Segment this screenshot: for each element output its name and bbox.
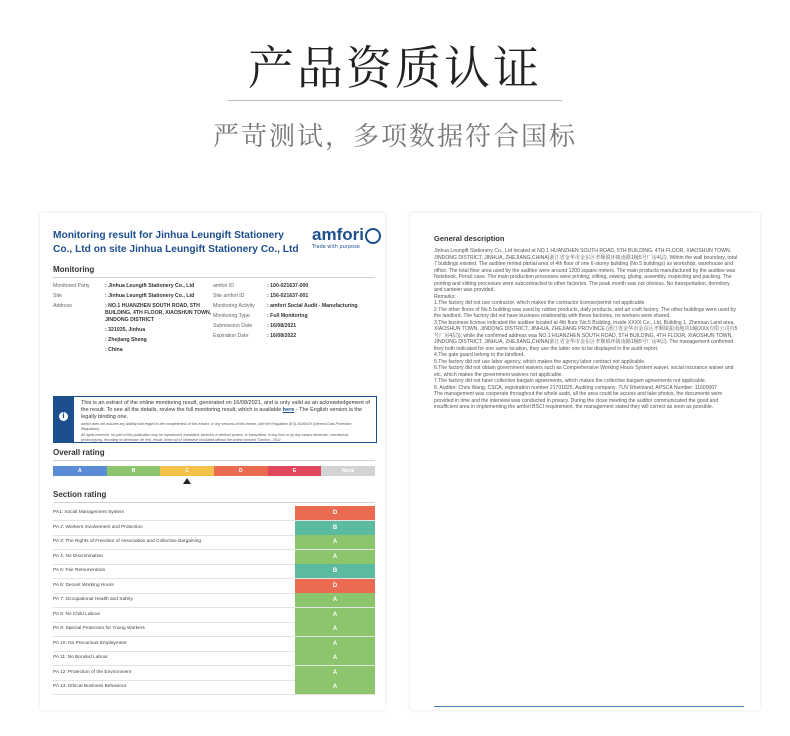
section-grade: A [295, 637, 375, 651]
fineprint-liability: amfori does not assume any liability with regard to the completeness of this extract, or any versions of this extract, with the Regulation (EU) 2016/679 (General Data Protection Regulation). [81, 422, 352, 431]
section-label: PA 9: Special Protection for Young Workers [53, 626, 145, 631]
info-icon: i [59, 412, 68, 421]
field-value: : amfori Social Audit - Manufacturing [267, 303, 358, 309]
description-paragraph: 7.The factory did not have collective bargain agreements, which makes the collective bargain agreements not applicable. [434, 378, 707, 384]
section-grade: A [295, 593, 375, 607]
info-notice [53, 396, 377, 443]
field-label: amfori ID [213, 283, 235, 289]
brand-tagline: Trade with purpose [312, 244, 360, 250]
field-value: : 100-021637-000 [267, 283, 309, 289]
section-row [53, 608, 375, 623]
description-paragraph: 3.The business license indicated the auditee located at 4th floor, No.5 Building, inside XXXX Co., Ltd. Building 1, Zhennan Land area, XIAOSHUN TOWN, JINDONG DISTRICT, JINHUA, ZHEJIANG PROVINCE (浙江省金华市金东区孝顺镇振南地块1幢(XXX有限公司内5号厂房4层)), while the confirmed address was NO.1 HUANZHEN SOUTH ROAD, 5TH BUILDING, 4TH FLOOR, XIAOSHUN TOWN, JINDONG DISTRICT, JINHUA, ZHEJIANG,CHINA(浙江省金华市金东区孝顺镇环镇南路1幢5号厂房4层). The management confirmed they both indicated for one same location, they use the latter one to be displayed in the audit report. [434, 319, 738, 352]
report-heading: Monitoring result for Jinhua Leungift Stationery Co., Ltd on site Jinhua Leungift Stationery Co., Ltd [53, 230, 299, 255]
field-value: : 321035, Jinhua [105, 327, 146, 333]
description-paragraph: 5.The factory did not use labor agency, which makes the agency labor contract not applicable. [434, 358, 646, 365]
description-paragraph: Remarks: [434, 293, 456, 300]
section-grade: A [295, 651, 375, 665]
section-row [53, 506, 375, 521]
field-value: : Jinhua Leungift Stationery Co., Ltd [105, 283, 195, 289]
description-paragraph: The management was cooperate throughout the whole audit, all the area could be access and take photos, the documents were provided in time and the interview was conducted in privacy. During the close meeting the auditor communicated the good and insufficient area in implementing the amfori BSCI requirement, the management stated they will correct as soon as possible. [434, 391, 723, 410]
section-label: PA 4: No Discrimination [53, 553, 104, 559]
section-grade: D [295, 579, 375, 593]
general-description-heading: General description [434, 234, 505, 243]
section-row [53, 593, 375, 608]
section-label: PA 7: Occupational Health and Safety [53, 597, 133, 602]
section-grade: B [295, 564, 375, 578]
section-row [53, 535, 375, 550]
field-value: : 16/08/2021 [267, 323, 297, 329]
rating-marker-icon [183, 478, 191, 484]
section-label: PA 13: Ethical Business Behaviour [53, 684, 127, 689]
info-bar [54, 397, 74, 442]
field-label: Monitoring Type [213, 313, 250, 319]
title-divider [228, 100, 562, 101]
rating-scale-cell: D [214, 466, 268, 476]
section-grade: A [295, 535, 375, 549]
page-subtitle: 严苛测试，多项数据符合国标 [212, 122, 577, 152]
monitoring-heading: Monitoring [53, 265, 95, 274]
field-value: : Full Monitoring [267, 313, 308, 319]
info-text-tail: - The English version is the legally binding one. [81, 407, 363, 420]
section-label: PA 10: No Precarious Employment [53, 640, 127, 646]
section-row [53, 579, 375, 594]
audit-report-page-1 [40, 213, 385, 710]
section-row [53, 622, 375, 637]
section-row [53, 680, 375, 695]
rating-scale-cell: B [107, 466, 161, 476]
section-divider [53, 460, 375, 461]
rating-scale-cell: None [321, 466, 375, 476]
section-label: PA 2: Workers Involvement and Protection [53, 524, 143, 530]
section-row [53, 550, 375, 565]
overall-rating-heading: Overall rating [53, 448, 105, 457]
field-value: : Jinhua Leungift Stationery Co., Ltd [105, 293, 195, 299]
section-grade: A [295, 666, 375, 680]
description-paragraph: 6.The factory did not obtain government waivers such as Comprehensive Working Hours System waiver, social insurance waiver and etc, which makes the government waivers not applicable. [434, 365, 734, 378]
section-grade: B [295, 521, 375, 535]
general-description-body [434, 248, 739, 411]
audit-report-page-2 [410, 213, 760, 710]
description-paragraph: 2.The other floors of No.5 building was used by rubber products, daily products, and art craft factory. The other buildings were used by the landlord. The factory did not have business relationship with these factories, no workers were shared. [434, 306, 736, 319]
field-value: : China [105, 347, 123, 353]
section-label: PA 11: No Bonded Labour [53, 655, 109, 660]
section-grade: A [295, 550, 375, 564]
description-paragraph: 8. Auditor: Chris Wang, CSCA, registration number 21701825. Auditing company: TUV Rheinland, APSCA Number: 11600007 [434, 384, 718, 391]
section-row [53, 637, 375, 652]
brand-name: amfori [312, 225, 364, 244]
field-value: : Zhejiang Sheng [105, 337, 147, 343]
fineprint-rights: All rights reserved. No part of this publication may be reproduced, translated, stored in a retrieval system, or transmitted, in any form or by any means electronic, mechanical, photocopying, recording or otherwise, be lent, resold, hired out or otherwise circulated without the amfori consent. ©amfori - 2021 [81, 433, 349, 442]
section-grade: D [295, 506, 375, 520]
section-label: PA1: Social Management System [53, 510, 125, 515]
description-paragraph: 4.The gate guard belong to the landlord. [434, 352, 525, 358]
info-text-main: This is an extract of the online monitoring result, generated on 16/08/2021, and is only valid as an acknowledgement of the result. To see all the details, review the full monitoring result, which is available [81, 400, 370, 413]
rating-scale-cell: A [53, 466, 107, 476]
section-row [53, 564, 375, 579]
field-label: Monitoring Activity [213, 303, 255, 309]
section-label: PA 8: No Child Labour [53, 611, 101, 617]
description-paragraph: 1.The factory did not use contractor, which makes the contractor license/permit not applicable. [434, 300, 646, 306]
field-value: : 16/08/2022 [267, 333, 297, 339]
field-label: Site amfori ID [213, 293, 245, 299]
field-label: Site [53, 293, 62, 299]
field-label: Submission Date [213, 323, 253, 329]
field-label: Monitored Party [53, 283, 90, 289]
field-value: : 156-021637-001 [267, 293, 309, 299]
section-label: PA 6: Decent Working Hours [53, 582, 114, 588]
section-grade: A [295, 608, 375, 622]
section-label: PA 5: Fair Remuneration [53, 568, 106, 573]
info-text [81, 400, 371, 421]
field-label: Expiration Date [213, 333, 249, 339]
section-row [53, 666, 375, 681]
amfori-ring-icon [365, 228, 381, 244]
amfori-logo [312, 225, 382, 250]
field-label: Address [53, 303, 73, 309]
section-label: PA 12: Protection of the Environment [53, 669, 132, 675]
full-result-link[interactable]: here [282, 407, 295, 413]
info-fineprint [81, 422, 371, 442]
section-row [53, 521, 375, 536]
rating-scale-cell: C [160, 466, 214, 476]
section-grade: A [295, 680, 375, 694]
section-row [53, 651, 375, 666]
section-divider [53, 502, 375, 503]
rating-scale-cell: E [268, 466, 322, 476]
section-divider [53, 277, 375, 278]
field-value: : NO.1 HUANZHEN SOUTH ROAD, 5TH BUILDING, 4TH FLOOR, XIAOSHUN TOWN, JINDONG DISTRICT [105, 303, 212, 323]
section-label: PA 3: The Rights of Freedom of Association and Collective Bargaining [53, 539, 202, 544]
section-grade: A [295, 622, 375, 636]
page-title: 产品资质认证 [248, 41, 542, 95]
page-footer-rule [434, 706, 744, 707]
rating-scale [53, 466, 375, 476]
section-rating-heading: Section rating [53, 490, 107, 499]
description-paragraph: Jinhua Leungift Stationery Co., Ltd located at NO.1 HUANZHEN SOUTH ROAD, 5TH BUILDING, 4TH FLOOR, XIAOSHUN TOWN, JINDONG DISTRICT, JINHUA, ZHEJIANG,CHINA(浙江省金华市金东区孝顺镇环镇南路1幢5号厂房4层). Within the wall boundary, total 7 buildings existed. The auditee rented partial area of 4th floor of one 6-storey building (No.5 buildings) as workshop, warehouse and office. The total floor area used by the auditee were around 1200 square meters. The main products manufactured by the auditee was Notebook, Pencil case. The main production processes were printing, slitting, sewing, gluing, assembly, inspecting and packing. The printing and slitting processes were subcontracted to other factories. The peak month was not obvious. No transportation, dormitory and canteen was provided. [434, 248, 738, 293]
